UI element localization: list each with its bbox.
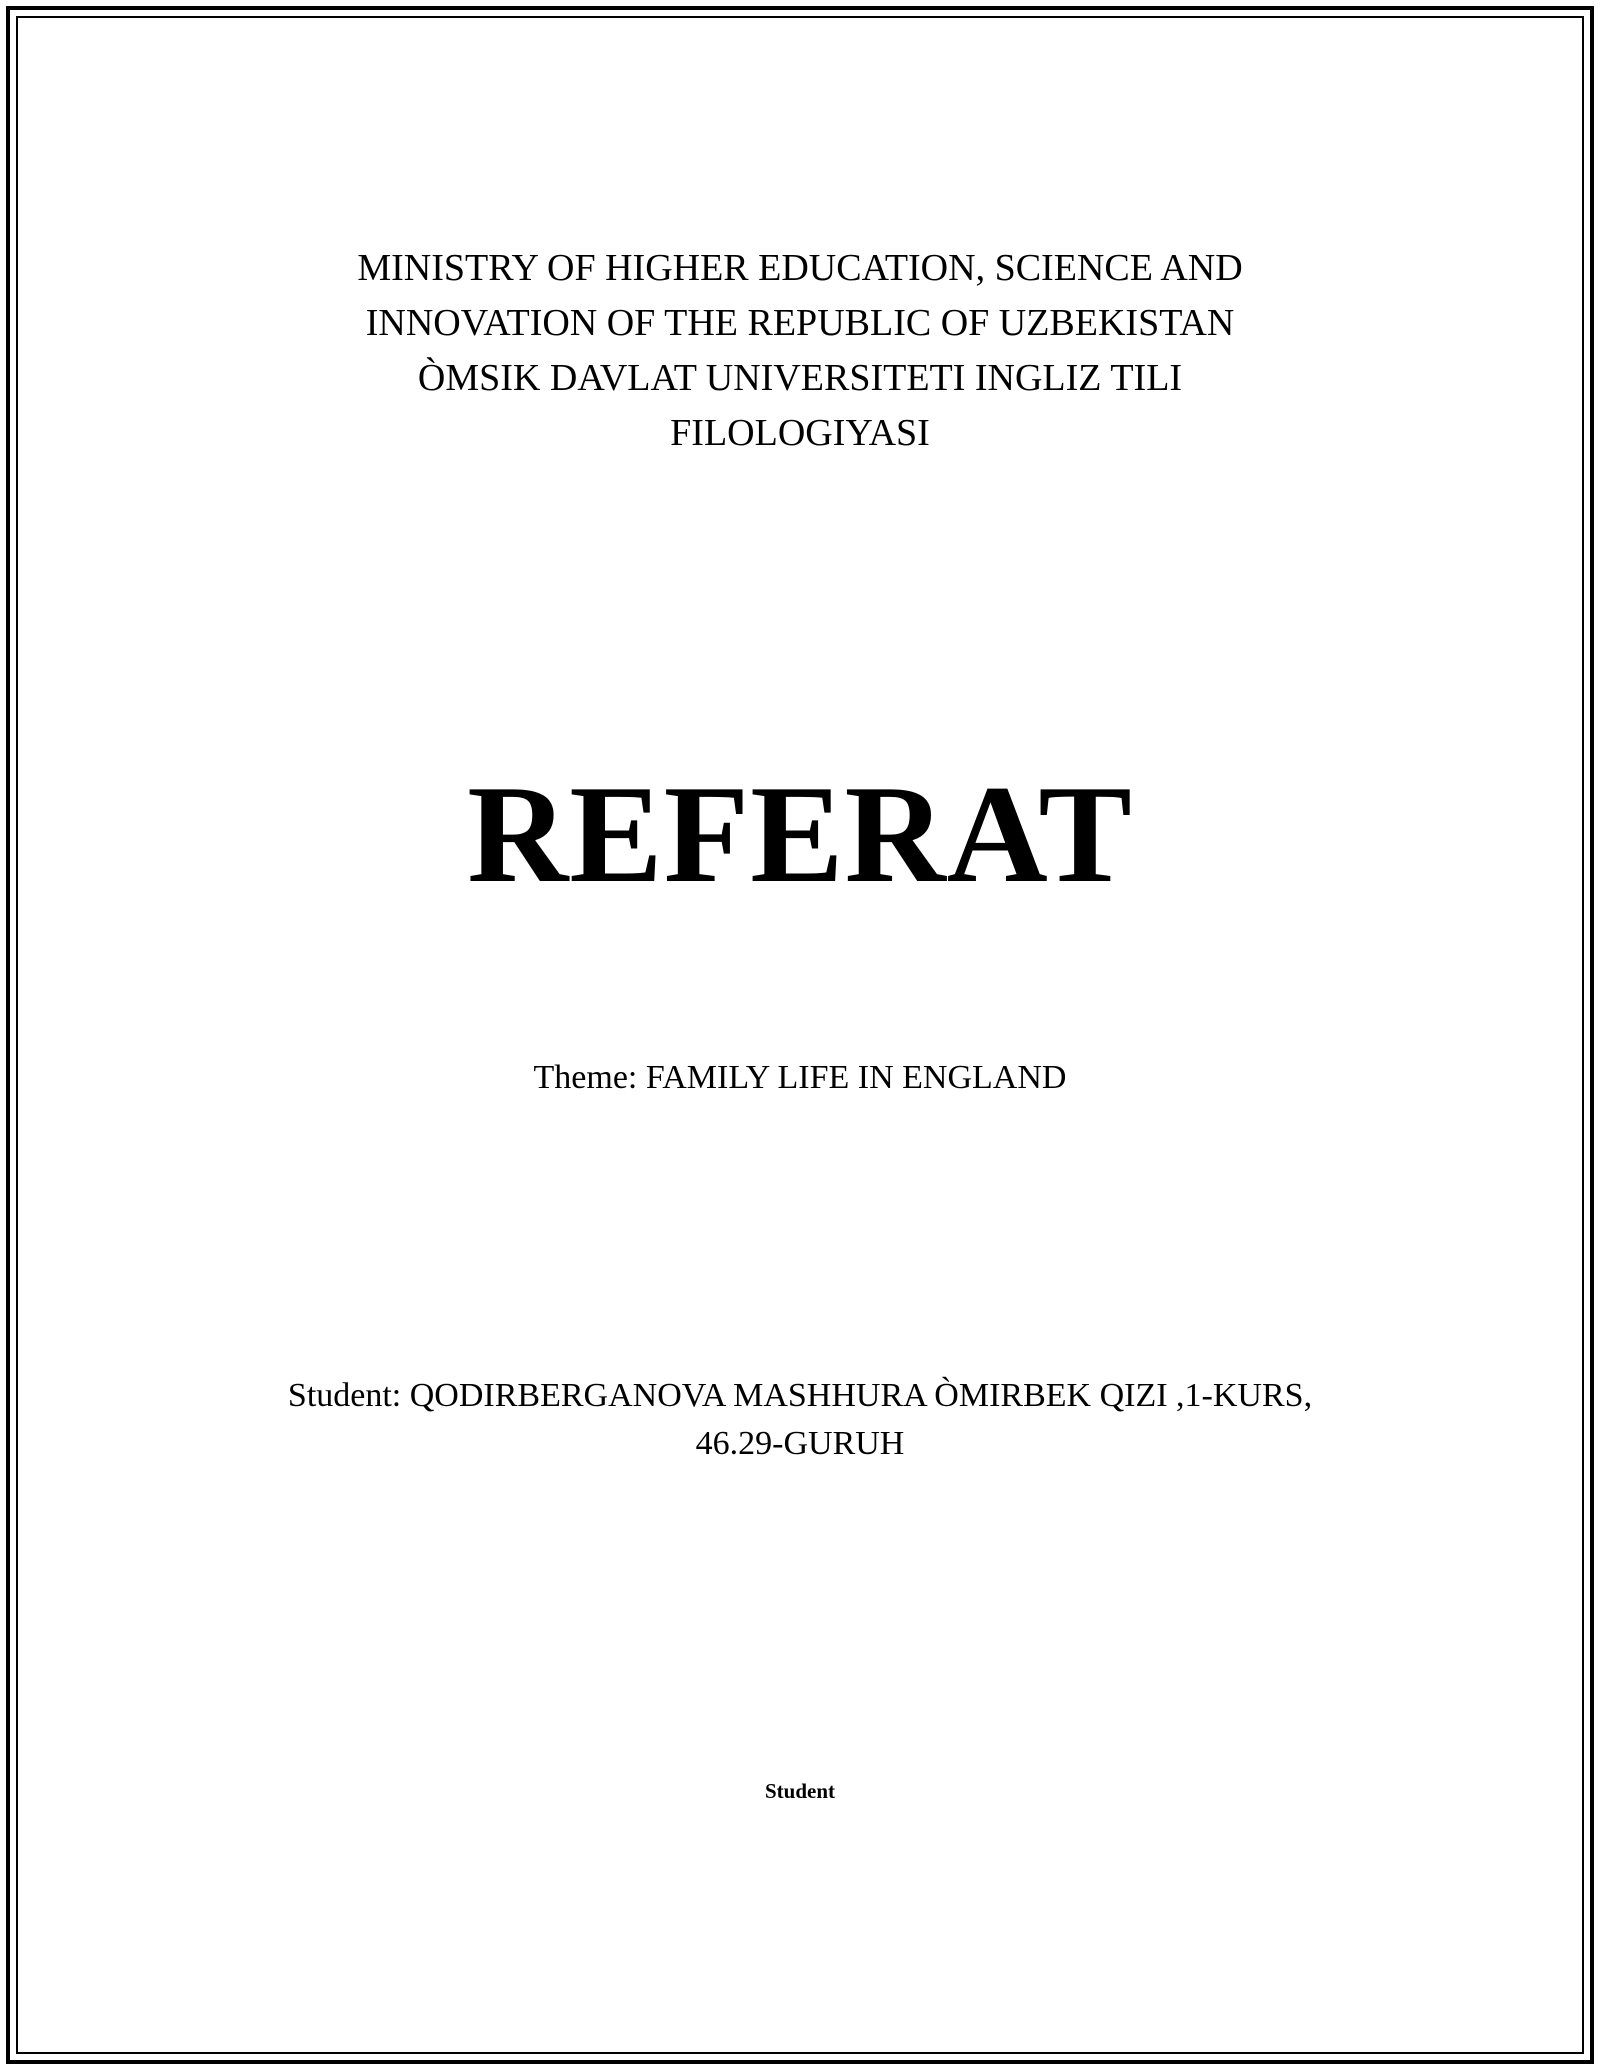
footer-student-label: Student (764, 1779, 836, 1803)
document-title: REFERAT (467, 757, 1133, 912)
ministry-line-3: ÒMSIK DAVLAT UNIVERSITETI INGLIZ TILI (417, 357, 1183, 399)
ministry-heading (0, 241, 1600, 461)
ministry-line-1: MINISTRY OF HIGHER EDUCATION, SCIENCE AND (357, 247, 1243, 289)
ministry-line-4: FILOLOGIYASI (670, 412, 930, 454)
student-line-2: 46.29-GURUH (695, 1425, 905, 1462)
student-line-1: Student: QODIRBERGANOVA MASHHURA ÒMIRBEK QIZI ,1-KURS, (287, 1377, 1313, 1414)
student-info (0, 1372, 1600, 1468)
theme-line: Theme: FAMILY LIFE IN ENGLAND (533, 1059, 1067, 1096)
ministry-line-2: INNOVATION OF THE REPUBLIC OF UZBEKISTAN (365, 302, 1235, 344)
